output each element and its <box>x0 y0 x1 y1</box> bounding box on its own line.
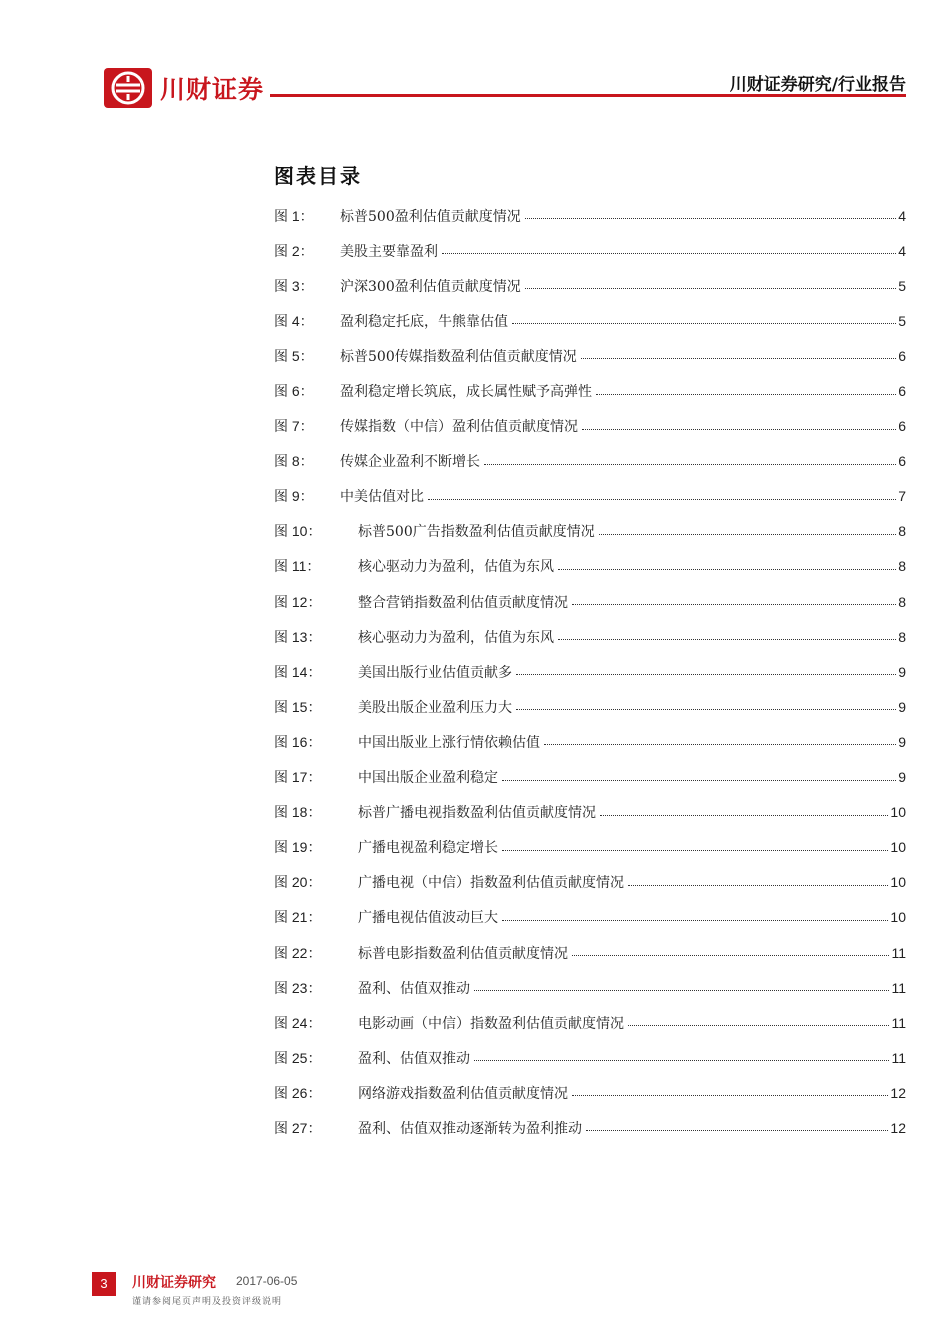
toc-entry-number: 图 6： <box>274 383 314 400</box>
toc-entry-page: 9 <box>898 733 906 750</box>
toc-entry[interactable] <box>274 900 906 935</box>
toc-leader-dots <box>474 976 889 991</box>
toc-entry-title: 广播电视盈利稳定增长 <box>358 837 502 857</box>
toc-entry[interactable] <box>274 935 906 970</box>
toc-leader-dots <box>502 766 896 781</box>
toc-entry-number: 图 5： <box>274 347 314 364</box>
toc-leader-dots <box>582 415 896 430</box>
toc-entry-title: 传媒指数（中信）盈利估值贡献度情况 <box>340 416 582 436</box>
toc-entry-number: 图 15： <box>274 698 322 715</box>
toc-entry[interactable] <box>274 303 906 338</box>
toc-title: 图表目录 <box>274 164 362 188</box>
toc-entry-page: 9 <box>898 769 906 786</box>
toc-entry-title: 中国出版企业盈利稳定 <box>358 767 502 787</box>
toc-entry[interactable] <box>274 549 906 584</box>
toc-entry-number: 图 20： <box>274 874 322 891</box>
toc-leader-dots <box>428 485 896 500</box>
toc-entry[interactable] <box>274 1040 906 1075</box>
toc-entry-title: 电影动画（中信）指数盈利估值贡献度情况 <box>358 1013 628 1033</box>
toc-entry-page: 12 <box>890 1084 906 1101</box>
toc-entry-title: 标普电影指数盈利估值贡献度情况 <box>358 943 572 963</box>
toc-entry-title: 标普500盈利估值贡献度情况 <box>340 206 525 226</box>
toc-entry[interactable] <box>274 830 906 865</box>
toc-entry-number: 图 7： <box>274 418 314 435</box>
toc-entry-number: 图 21： <box>274 909 322 926</box>
toc-entry-page: 11 <box>891 1014 906 1031</box>
toc-entry-number: 图 2： <box>274 242 314 259</box>
toc-entry-page: 6 <box>898 453 906 470</box>
toc-entry-page: 9 <box>898 663 906 680</box>
toc-entry-page: 10 <box>890 804 906 821</box>
toc-leader-dots <box>628 871 888 886</box>
toc-leader-dots <box>572 941 889 956</box>
toc-leader-dots <box>525 204 896 219</box>
toc-entry[interactable] <box>274 1110 906 1145</box>
toc-leader-dots <box>599 520 896 535</box>
toc-entry[interactable] <box>274 479 906 514</box>
logo-emblem-icon <box>104 68 152 108</box>
toc-entry[interactable] <box>274 970 906 1005</box>
toc-entry-page: 7 <box>898 488 906 505</box>
toc-entry[interactable] <box>274 514 906 549</box>
toc-entry-title: 标普500传媒指数盈利估值贡献度情况 <box>340 346 581 366</box>
report-type-title: 川财证券研究/行业报告 <box>729 75 906 95</box>
page-number: 3 <box>92 1272 116 1296</box>
toc-entry-number: 图 12： <box>274 593 322 610</box>
toc-entry-title: 广播电视估值波动巨大 <box>358 907 502 927</box>
toc-entry-number: 图 27： <box>274 1119 322 1136</box>
toc-entry[interactable] <box>274 233 906 268</box>
toc-entry-number: 图 4： <box>274 312 314 329</box>
toc-entry-page: 11 <box>891 1049 906 1066</box>
toc-entry-title: 美股主要靠盈利 <box>340 241 442 261</box>
footer-date: 2017-06-05 <box>236 1274 298 1288</box>
toc-leader-dots <box>558 625 896 640</box>
toc-entry-number: 图 25： <box>274 1049 322 1066</box>
toc-entry-title: 标普500广告指数盈利估值贡献度情况 <box>358 521 599 541</box>
toc-entry-number: 图 10： <box>274 523 322 540</box>
toc-leader-dots <box>572 1081 888 1096</box>
toc-leader-dots <box>484 450 896 465</box>
toc-entry-title: 美国出版行业估值贡献多 <box>358 662 516 682</box>
toc-entry[interactable] <box>274 1075 906 1110</box>
toc-leader-dots <box>596 380 896 395</box>
toc-leader-dots <box>544 730 896 745</box>
toc-entry-page: 5 <box>898 312 906 329</box>
toc-leader-dots <box>474 1046 889 1061</box>
toc-entry-title: 传媒企业盈利不断增长 <box>340 451 484 471</box>
toc-entry[interactable] <box>274 619 906 654</box>
toc-entry-number: 图 14： <box>274 663 322 680</box>
toc-entry-number: 图 23： <box>274 979 322 996</box>
toc-entry-title: 标普广播电视指数盈利估值贡献度情况 <box>358 802 600 822</box>
toc-leader-dots <box>600 801 888 816</box>
toc-entry-page: 5 <box>898 277 906 294</box>
page-header <box>0 0 950 120</box>
toc-entry-title: 核心驱动力为盈利，估值为东风 <box>358 556 558 576</box>
toc-entry-title: 盈利、估值双推动逐渐转为盈利推动 <box>358 1118 586 1138</box>
toc-entry[interactable] <box>274 724 906 759</box>
toc-entry-page: 12 <box>890 1119 906 1136</box>
toc-leader-dots <box>502 836 888 851</box>
toc-entry-title: 盈利稳定增长筑底，成长属性赋予高弹性 <box>340 381 596 401</box>
company-logo-text: 川财证券 <box>160 75 265 104</box>
toc-entry-number: 图 9： <box>274 488 314 505</box>
toc-entry[interactable] <box>274 1005 906 1040</box>
toc-entry-number: 图 11： <box>274 558 321 575</box>
toc-entry[interactable] <box>274 584 906 619</box>
toc-entry-number: 图 26： <box>274 1084 322 1101</box>
toc-leader-dots <box>558 555 896 570</box>
toc-entry[interactable] <box>274 198 906 233</box>
toc-entry-title: 核心驱动力为盈利，估值为东风 <box>358 627 558 647</box>
toc-leader-dots <box>525 274 896 289</box>
toc-entry[interactable] <box>274 689 906 724</box>
toc-entry[interactable] <box>274 409 906 444</box>
toc-leader-dots <box>512 309 896 324</box>
toc-entry-title: 网络游戏指数盈利估值贡献度情况 <box>358 1083 572 1103</box>
toc-leader-dots <box>502 906 888 921</box>
toc-entry-page: 4 <box>898 207 906 224</box>
toc-leader-dots <box>572 590 896 605</box>
toc-entry-title: 美股出版企业盈利压力大 <box>358 697 516 717</box>
toc-entry-title: 盈利、估值双推动 <box>358 1048 474 1068</box>
toc-entry-page: 10 <box>890 839 906 856</box>
toc-entry-number: 图 22： <box>274 944 322 961</box>
toc-leader-dots <box>516 660 896 675</box>
toc-entry-page: 11 <box>891 979 906 996</box>
toc-entry-page: 10 <box>890 874 906 891</box>
toc-entry-title: 盈利、估值双推动 <box>358 978 474 998</box>
toc-leader-dots <box>442 239 896 254</box>
toc-entry-page: 8 <box>898 558 906 575</box>
company-logo <box>104 68 152 108</box>
footer-disclaimer: 谨请参阅尾页声明及投资评级说明 <box>132 1297 283 1307</box>
toc-entry-number: 图 1： <box>274 207 314 224</box>
toc-entry-page: 8 <box>898 593 906 610</box>
toc-leader-dots <box>516 695 896 710</box>
toc-entry-title: 广播电视（中信）指数盈利估值贡献度情况 <box>358 872 628 892</box>
toc-entry-number: 图 18： <box>274 804 322 821</box>
toc-entry[interactable] <box>274 338 906 373</box>
toc-entry-page: 11 <box>891 944 906 961</box>
toc-entry[interactable] <box>274 654 906 689</box>
toc-entry-page: 6 <box>898 418 906 435</box>
toc-entry-page: 6 <box>898 383 906 400</box>
toc-entry[interactable] <box>274 373 906 408</box>
toc-leader-dots <box>586 1116 888 1131</box>
toc-entry[interactable] <box>274 795 906 830</box>
toc-entry[interactable] <box>274 268 906 303</box>
footer-brand: 川财证券研究 <box>132 1275 216 1291</box>
toc-entry-title: 盈利稳定托底，牛熊靠估值 <box>340 311 512 331</box>
toc-entry-page: 8 <box>898 628 906 645</box>
toc-entry[interactable] <box>274 760 906 795</box>
toc-entry-title: 中美估值对比 <box>340 486 428 506</box>
toc-entry-number: 图 17： <box>274 769 322 786</box>
toc-entry-page: 8 <box>898 523 906 540</box>
toc-entry[interactable] <box>274 865 906 900</box>
toc-entry-title: 沪深300盈利估值贡献度情况 <box>340 276 525 296</box>
toc-leader-dots <box>628 1011 889 1026</box>
toc-entry-number: 图 16： <box>274 733 322 750</box>
toc-entry-page: 4 <box>898 242 906 259</box>
toc-entry-title: 中国出版业上涨行情依赖估值 <box>358 732 544 752</box>
toc-entry-page: 9 <box>898 698 906 715</box>
toc-entry-number: 图 8： <box>274 453 314 470</box>
toc-leader-dots <box>581 344 896 359</box>
toc-entry-number: 图 19： <box>274 839 322 856</box>
figure-table-of-contents <box>274 198 906 1146</box>
toc-entry-page: 6 <box>898 347 906 364</box>
toc-entry-page: 10 <box>890 909 906 926</box>
toc-entry-number: 图 3： <box>274 277 314 294</box>
page-footer <box>0 1260 950 1344</box>
toc-entry-title: 整合营销指数盈利估值贡献度情况 <box>358 592 572 612</box>
toc-entry-number: 图 24： <box>274 1014 322 1031</box>
toc-entry[interactable] <box>274 444 906 479</box>
toc-entry-number: 图 13： <box>274 628 322 645</box>
